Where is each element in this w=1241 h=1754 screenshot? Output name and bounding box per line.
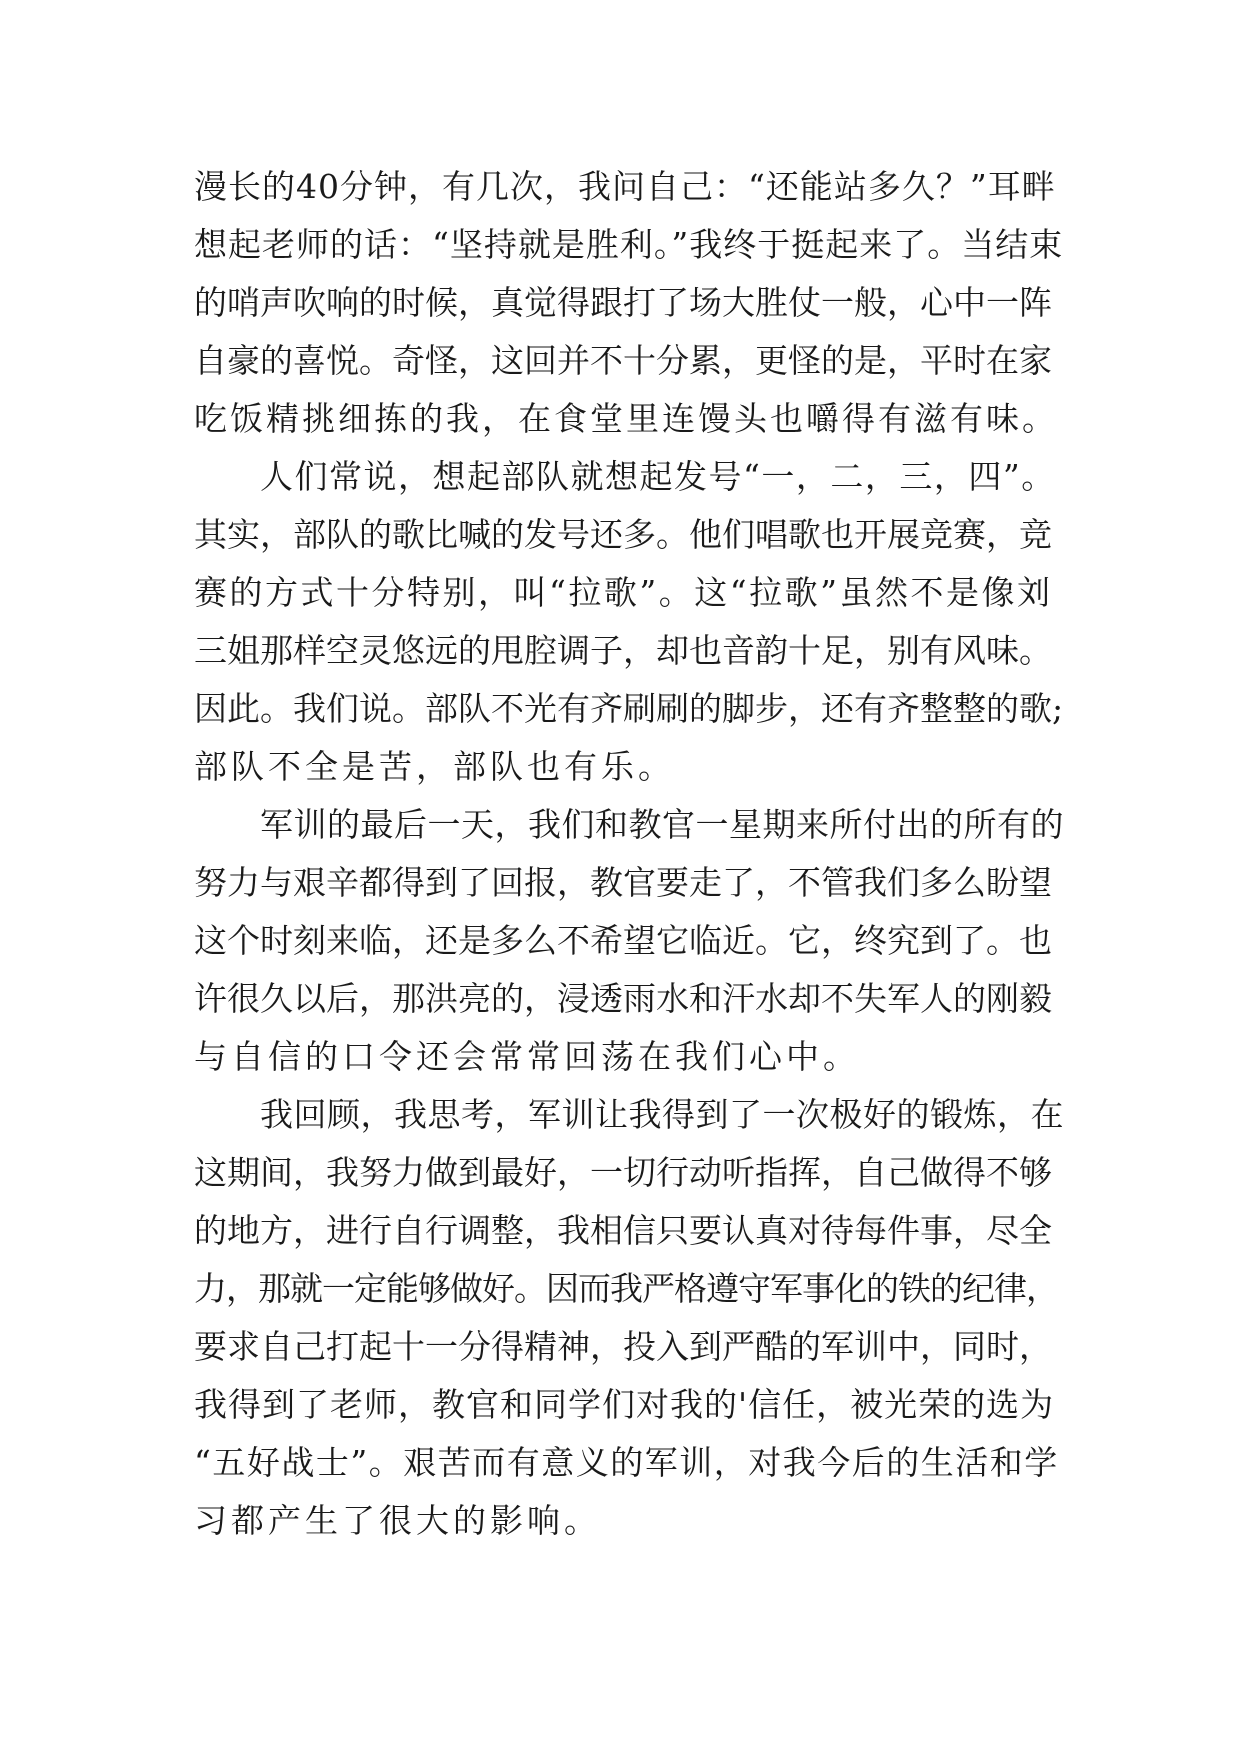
text-line: 力，那就一定能够做好。因而我严格遵守军事化的铁的纪律， <box>194 1269 1058 1308</box>
text-line: 人们常说，想起部队就想起发号“一，二，三，四”。 <box>260 457 1056 496</box>
text-line: 的地方，进行自行调整，我相信只要认真对待每件事，尽全 <box>194 1211 1052 1250</box>
text-line: 的哨声吹响的时候，真觉得跟打了场大胜仗一般，心中一阵 <box>194 283 1052 322</box>
text-line: 努力与艰辛都得到了回报，教官要走了，不管我们多么盼望 <box>194 863 1052 902</box>
text-line: 这个时刻来临，还是多么不希望它临近。它，终究到了。也 <box>194 921 1052 960</box>
text-line: 与自信的口令还会常常回荡在我们心中。 <box>194 1037 860 1076</box>
text-line: 想起老师的话：“坚持就是胜利。”我终于挺起来了。当结束 <box>194 225 1064 264</box>
text-line: 三姐那样空灵悠远的甩腔调子，却也音韵十足，别有风味。 <box>194 631 1052 670</box>
text-line: “五好战士”。艰苦而有意义的军训，对我今后的生活和学 <box>194 1443 1059 1482</box>
paragraph-3 <box>194 796 1064 1086</box>
text-line: 自豪的喜悦。奇怪，这回并不十分累，更怪的是，平时在家 <box>194 341 1052 380</box>
body-text <box>194 158 1064 1550</box>
paragraph-1 <box>194 158 1064 448</box>
text-line: 漫长的40分钟，有几次，我问自己：“还能站多久？”耳畔 <box>194 167 1056 206</box>
text-line: 赛的方式十分特别，叫“拉歌”。这“拉歌”虽然不是像刘 <box>194 573 1053 612</box>
text-line: 军训的最后一天，我们和教官一星期来所付出的所有的 <box>260 805 1064 844</box>
text-line: 要求自己打起十一分得精神，投入到严酷的军训中，同时， <box>194 1327 1052 1366</box>
text-line: 部队不全是苦，部队也有乐。 <box>194 747 675 786</box>
text-line: 我得到了老师，教官和同学们对我的'信任，被光荣的选为 <box>194 1385 1055 1424</box>
text-line: 许很久以后，那洪亮的，浸透雨水和汗水却不失军人的刚毅 <box>194 979 1052 1018</box>
paragraph-4 <box>194 1086 1064 1550</box>
text-line: 我回顾，我思考，军训让我得到了一次极好的锻炼，在 <box>260 1095 1064 1134</box>
text-line: 吃饭精挑细拣的我，在食堂里连馒头也嚼得有滋有味。 <box>194 399 1058 438</box>
text-line: 其实，部队的歌比喊的发号还多。他们唱歌也开展竞赛，竞 <box>194 515 1052 554</box>
text-line: 这期间，我努力做到最好，一切行动听指挥，自己做得不够 <box>194 1153 1052 1192</box>
paragraph-2 <box>194 448 1064 796</box>
text-line: 习都产生了很大的影响。 <box>194 1501 601 1540</box>
text-line: 因此。我们说。部队不光有齐刷刷的脚步，还有齐整整的歌; <box>194 689 1064 728</box>
